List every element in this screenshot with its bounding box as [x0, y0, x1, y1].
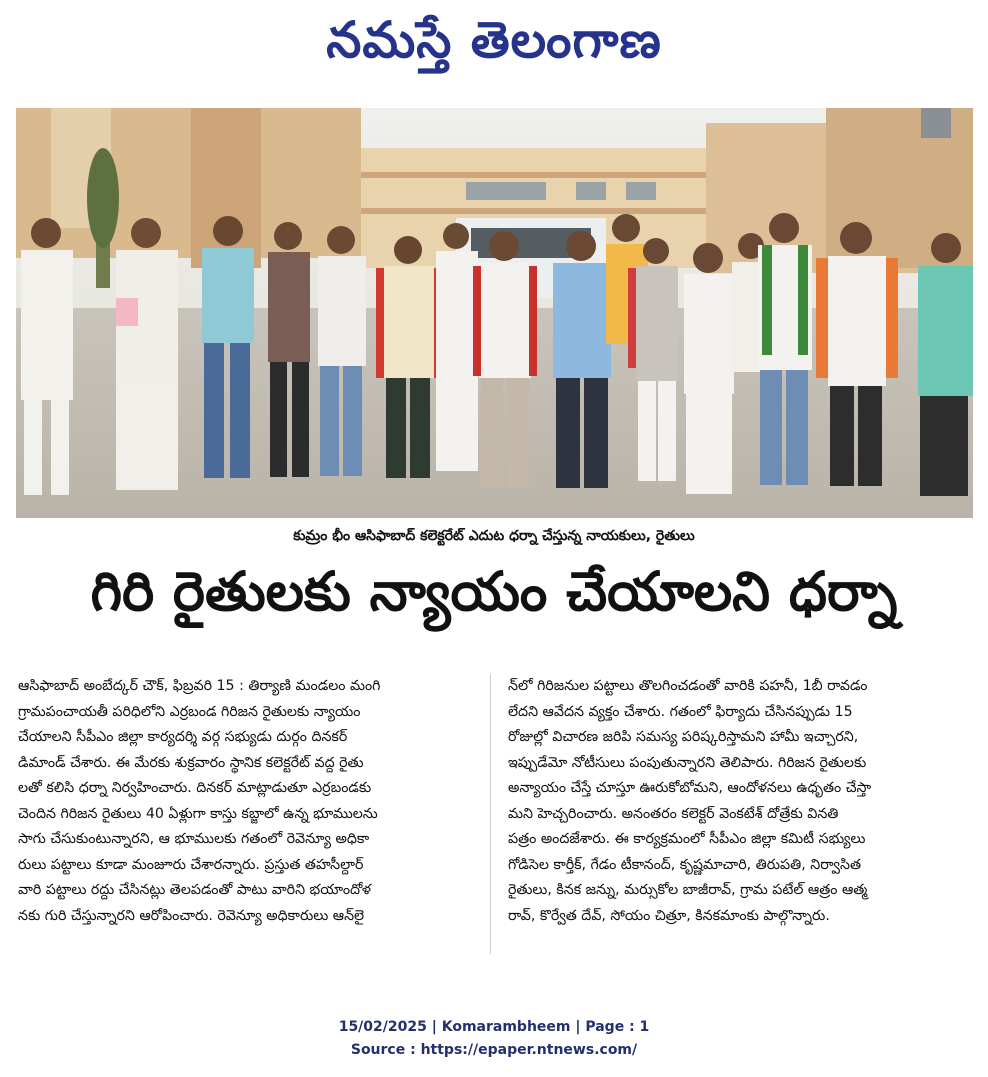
article-right-column [508, 674, 964, 929]
article-line: చెందిన గిరిజన రైతులు 40 ఏళ్లుగా కాస్తు కబ్జాలో ఉన్న భూములను [18, 805, 378, 822]
article-line: లతో కలిసి ధర్నా నిర్వహించారు. దినకర్ మాట్లాడుతూ ఎర్రబండకు [18, 780, 372, 796]
article-line: పత్రం అందజేశారు. ఈ కార్యక్రమంలో సీపీఎం జిల్లా కమిటీ సభ్యులు [508, 831, 866, 847]
masthead [0, 0, 988, 80]
article-line: లేదని ఆవేదన వ్యక్తం చేశారు. గతంలో ఫిర్యాదు చేసినప్పుడు 15 [508, 703, 853, 720]
article-line: మని హెచ్చరించారు. అనంతరం కలెక్టర్ వెంకటేశ్ దోత్రేకు వినతి [508, 805, 839, 822]
article-line: రావ్, కొర్వేత దేవ్, సోయం చిత్రూ, కినకమాంకు పాల్గొన్నారు. [508, 907, 830, 924]
article-line: ఇప్పుడేమో నోటీసులు పంపుతున్నారని తెలిపారు. గిరిజన రైతులకు [508, 754, 867, 771]
article-line: డిమాండ్ చేశారు. ఈ మేరకు శుక్రవారం స్థానిక కలెక్టరేట్ వద్ద రైతు [18, 754, 364, 771]
newspaper-logo: నమస్తే తెలంగాణ [326, 11, 662, 69]
article-line: రైతులు, కినక జన్ను, మర్సుకోల బాజీరావ్, గ్రామ పటేల్ ఆత్రం ఆత్మ [508, 882, 868, 898]
article-left-column [18, 674, 474, 929]
footer-source-link[interactable]: Source : https://epaper.ntnews.com/ [350, 1042, 638, 1058]
headline: గిరి రైతులకు న్యాయం చేయాలని ధర్నా [90, 560, 898, 623]
article-line: గోడిసెల కార్తీక్, గేడం టీకానంద్, కృష్ణమాచారి, తిరుపతి, నిర్వాసిత [508, 856, 862, 873]
photo-caption: కుమ్రం భీం ఆసిఫాబాద్ కలెక్టరేట్ ఎదుట ధర్నా చేస్తున్న నాయకులు, రైతులు [293, 528, 695, 544]
article-line: చేయాలని సీపీఎం జిల్లా కార్యదర్శి వర్గ సభ్యుడు దుర్గం దినకర్ [18, 729, 348, 745]
article-line: వారి పట్టాలు రద్దు చేసినట్లు తెలపడంతో పాటు వారిని భయాందోళ [18, 882, 371, 898]
column-divider [490, 674, 491, 954]
article-line: గ్రామపంచాయతీ పరిధిలోని ఎర్రబండ గిరిజన రైతులకు న్యాయం [18, 703, 361, 720]
article-line: సాగు చేసుకుంటున్నారని, ఆ భూములకు గతంలో రెవెన్యూ అధికా [18, 831, 370, 847]
article-line: అన్యాయం చేస్తే చూస్తూ ఊరుకోబోమని, ఆందోళనలు ఉధృతం చేస్తా [508, 780, 872, 796]
article-line: న్‌లో గిరిజనుల పట్టాలు తొలగించడంతో వారికి పహనీ, 1బీ రావడం [508, 678, 868, 694]
page-footer [0, 1016, 988, 1062]
group-photo [16, 108, 973, 518]
article-line: రోజుల్లో విచారణ జరిపి సమస్య పరిష్కరిస్తామని హామీ ఇచ్చారని, [508, 729, 859, 745]
article-line: రులు పట్టాలు కూడా మంజూరు చేశారన్నారు. ప్రస్తుత తహసీల్దార్ [18, 856, 364, 873]
article-line: నకు గురి చేస్తున్నారని ఆరోపించారు. రెవెన్యూ అధికారులు ఆన్‌లై [18, 907, 365, 924]
protest-photo-illustration [16, 108, 973, 518]
footer-edition-info: 15/02/2025 | Komarambheem | Page : 1 [338, 1019, 650, 1035]
article-line: ఆసిఫాబాద్ అంబేద్కర్ చౌక్, ఫిబ్రవరి 15 : తిర్యాణి మండలం మంగి [18, 678, 381, 694]
